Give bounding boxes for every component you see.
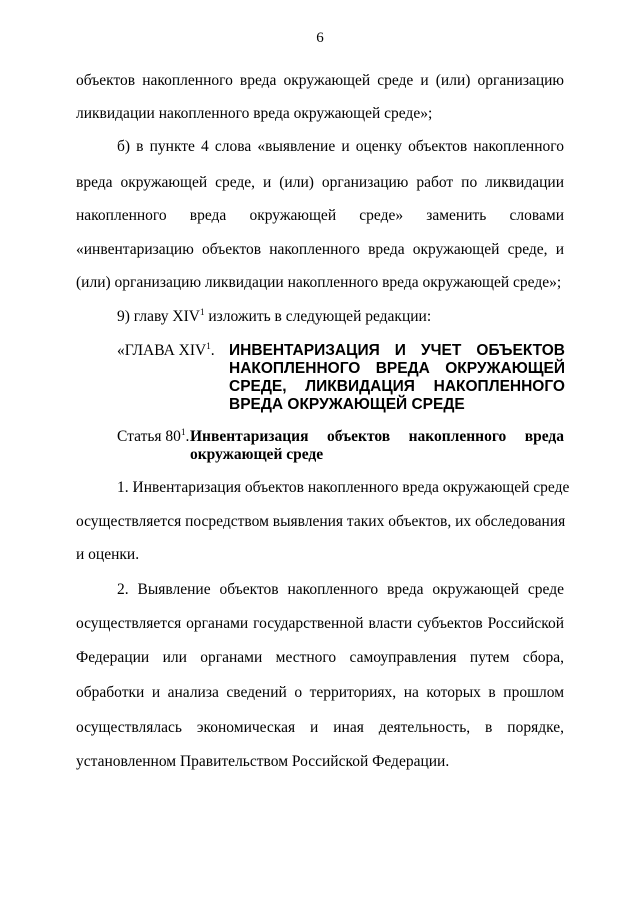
article-title-line: окружающей среде	[190, 446, 324, 463]
text-line-chapter-intro	[117, 308, 564, 326]
chapter-label-dot: .	[210, 342, 215, 359]
text-line: осуществляется посредством выявления таких объектов, их обследования	[76, 513, 566, 530]
article-title	[190, 428, 564, 464]
text-line: Федерации или органами местного самоуправления путем сбора,	[76, 649, 564, 666]
text-line: накопленного вреда окружающей среде» заменить словами	[76, 207, 564, 224]
article-label-dot: .	[185, 428, 190, 445]
text-line: (или) организацию ликвидации накопленного вреда окружающей среде»;	[76, 274, 562, 291]
page-number: 6	[316, 30, 324, 46]
chapter-title	[229, 342, 565, 414]
article-label	[117, 428, 189, 446]
text-line: осуществлялась экономическая и иная деятельность, в порядке,	[76, 719, 564, 736]
chapter-title-line: СРЕДЕ, ЛИКВИДАЦИЯ НАКОПЛЕННОГО	[229, 378, 565, 395]
chapter-title-line: ИНВЕНТАРИЗАЦИЯ И УЧЕТ ОБЪЕКТОВ	[229, 342, 565, 359]
text-line: «инвентаризацию объектов накопленного вреда окружающей среде, и	[76, 241, 564, 258]
chapter-title-line: ВРЕДА ОКРУЖАЮЩЕЙ СРЕДЕ	[229, 396, 465, 413]
text-line: обработки и анализа сведений о территориях, на которых в прошлом	[76, 684, 564, 701]
text-line: 2. Выявление объектов накопленного вреда окружающей среде	[117, 581, 564, 598]
chapter-intro-text-end: изложить в следующей редакции:	[208, 308, 432, 325]
superscript: 1	[206, 341, 211, 351]
text-line: ликвидации накопленного вреда окружающей среде»;	[76, 105, 433, 122]
text-line: вреда окружающей среде, и (или) организацию работ по ликвидации	[76, 174, 564, 191]
chapter-title-line: НАКОПЛЕННОГО ВРЕДА ОКРУЖАЮЩЕЙ	[229, 360, 565, 377]
text-line: и оценки.	[76, 546, 140, 563]
chapter-label-text: «ГЛАВА XIV	[117, 342, 207, 359]
article-title-line: Инвентаризация объектов накопленного вреда	[190, 428, 564, 445]
text-line: 1. Инвентаризация объектов накопленного вреда окружающей среде	[117, 479, 570, 496]
text-line: осуществляется органами государственной власти субъектов Российской	[76, 615, 564, 632]
text-line: установленном Правительством Российской Федерации.	[76, 753, 450, 770]
chapter-label	[117, 342, 215, 360]
text-line: б) в пункте 4 слова «выявление и оценку объектов накопленного	[117, 138, 564, 155]
article-label-text: Статья 80	[117, 428, 181, 445]
superscript: 1	[199, 307, 205, 317]
chapter-intro-text: 9) главу XIV	[117, 308, 200, 325]
text-line: объектов накопленного вреда окружающей среде и (или) организацию	[76, 72, 564, 89]
superscript: 1	[180, 427, 186, 437]
